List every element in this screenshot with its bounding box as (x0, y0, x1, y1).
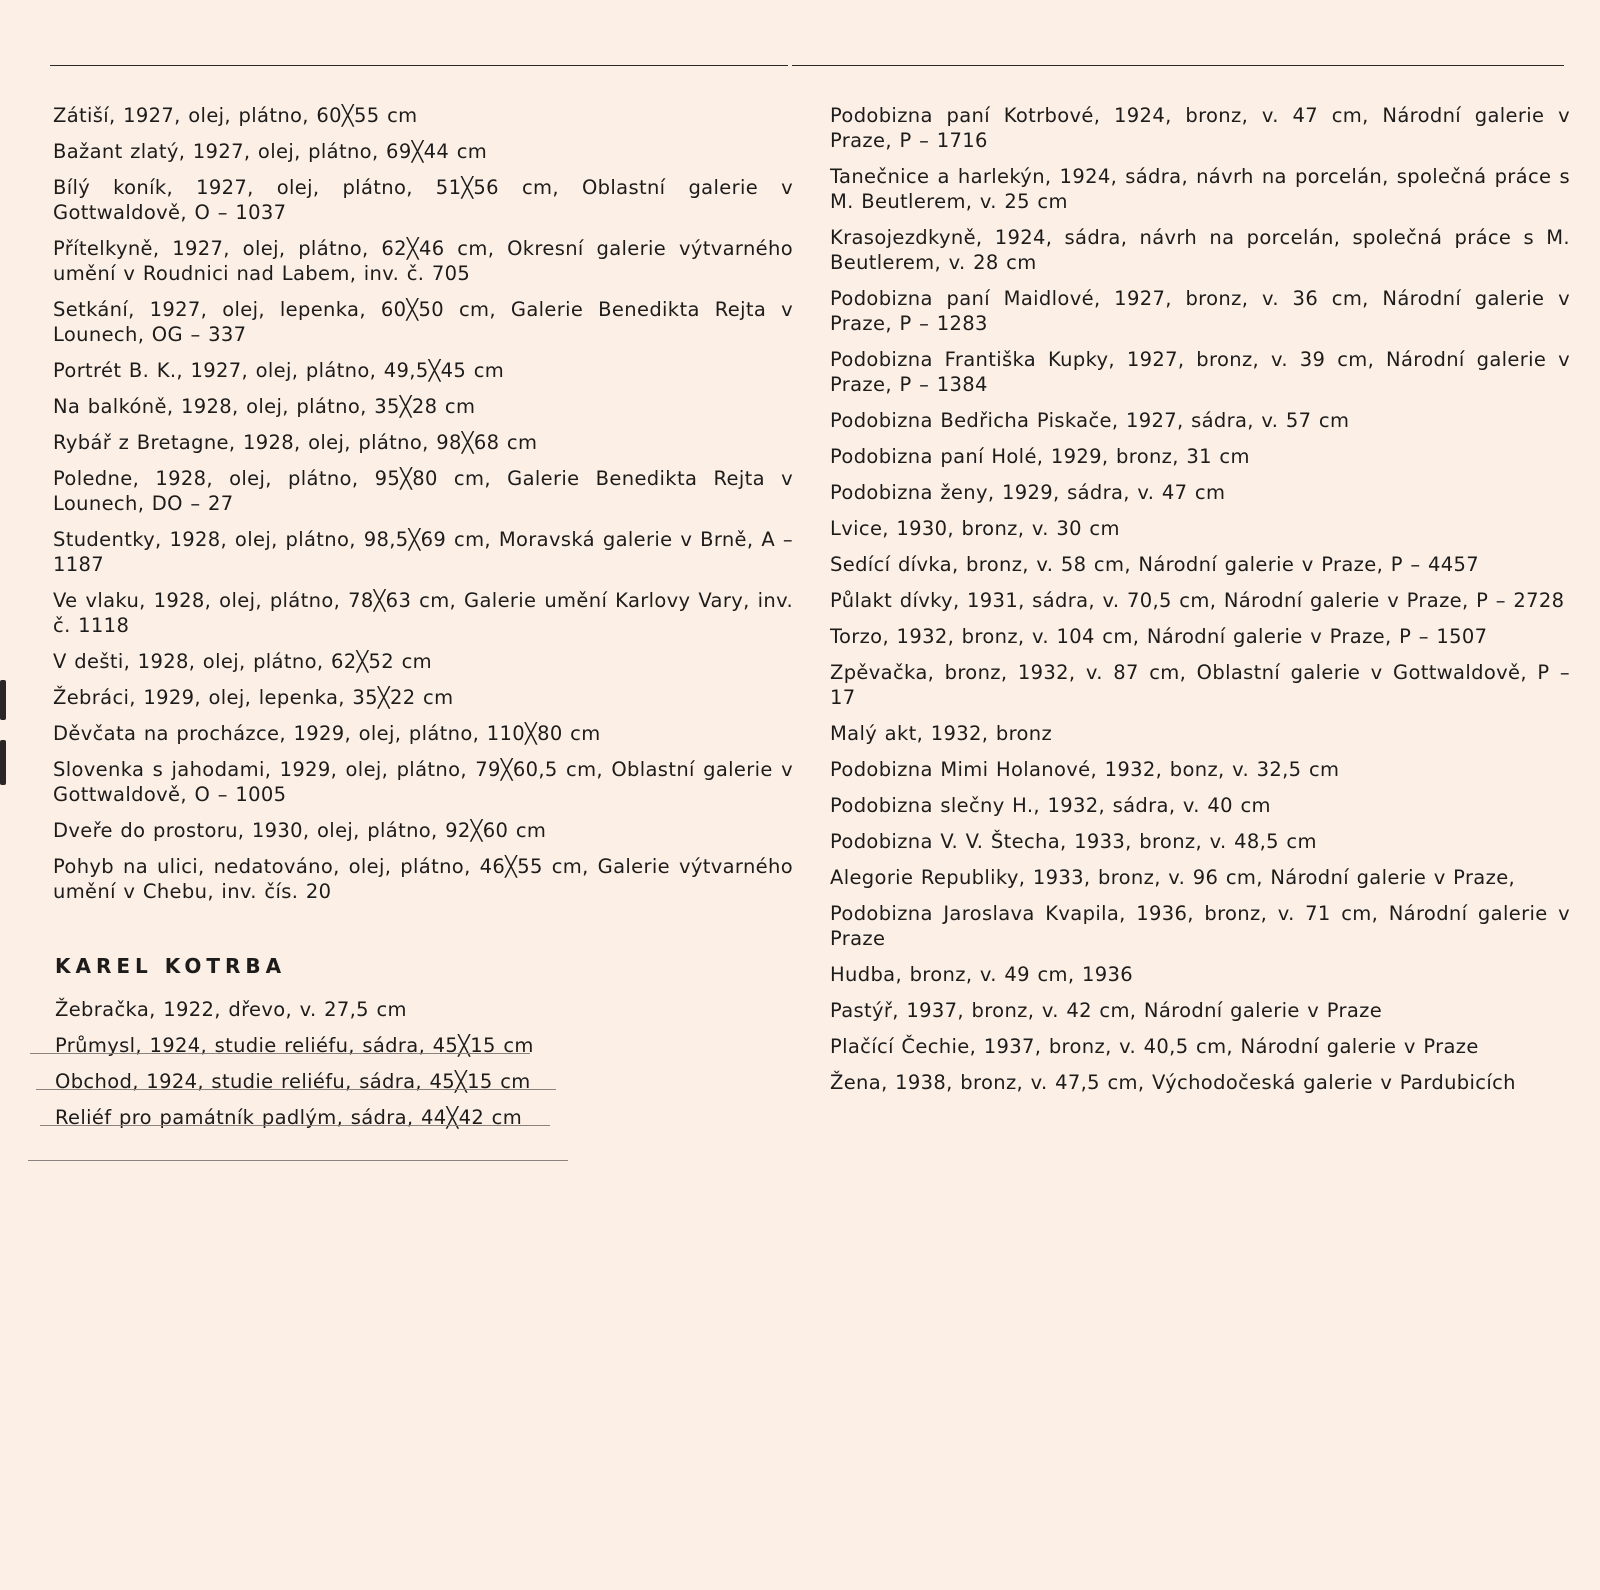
catalog-entry: Portrét B. K., 1927, olej, plátno, 49,5╳45 cm (53, 359, 505, 382)
catalog-entry: Děvčata na procházce, 1929, olej, plátno, 110╳80 cm (53, 722, 601, 745)
pencil-underline (36, 1089, 556, 1090)
catalog-entry: Tanečnice a harlekýn, 1924, sádra, návrh na porcelán, společná práce s M. Beutlerem, v. 25 cm (830, 165, 1570, 213)
catalog-entry: Podobizna slečny H., 1932, sádra, v. 40 cm (830, 794, 1271, 817)
catalog-entry: Pastýř, 1937, bronz, v. 42 cm, Národní galerie v Praze (830, 999, 1383, 1022)
catalog-entry: Žena, 1938, bronz, v. 47,5 cm, Východočeská galerie v Pardubicích (830, 1071, 1516, 1094)
catalog-entry: Obchod, 1924, studie reliéfu, sádra, 45╳15 cm (55, 1070, 531, 1093)
catalog-entry: Bílý koník, 1927, olej, plátno, 51╳56 cm, Oblastní galerie v Gottwaldově, O – 1037 (53, 176, 793, 224)
catalog-entry: Rybář z Bretagne, 1928, olej, plátno, 98╳68 cm (53, 431, 538, 454)
catalog-entry: Podobizna Františka Kupky, 1927, bronz, v. 39 cm, Národní galerie v Praze, P – 1384 (830, 348, 1570, 396)
catalog-entry: Přítelkyně, 1927, olej, plátno, 62╳46 cm, Okresní galerie výtvarného umění v Roudnici nad Labem, inv. č. 705 (53, 237, 793, 285)
catalog-entry: Půlakt dívky, 1931, sádra, v. 70,5 cm, Národní galerie v Praze, P – 2728 (830, 589, 1565, 612)
margin-mark (0, 680, 6, 720)
catalog-entry: Ve vlaku, 1928, olej, plátno, 78╳63 cm, Galerie umění Karlovy Vary, inv. č. 1118 (53, 589, 793, 637)
pencil-underline (28, 1160, 568, 1161)
catalog-entry: Poledne, 1928, olej, plátno, 95╳80 cm, Galerie Benedikta Rejta v Lounech, DO – 27 (53, 467, 793, 515)
catalog-entry: Dveře do prostoru, 1930, olej, plátno, 92╳60 cm (53, 819, 547, 842)
pencil-underline (30, 1053, 530, 1054)
catalog-entry: Podobizna Jaroslava Kvapila, 1936, bronz, v. 71 cm, Národní galerie v Praze (830, 902, 1570, 950)
catalog-entry: Na balkóně, 1928, olej, plátno, 35╳28 cm (53, 395, 476, 418)
catalog-entry: Zátiší, 1927, olej, plátno, 60╳55 cm (53, 104, 418, 127)
margin-mark (0, 740, 6, 785)
catalog-entry: V dešti, 1928, olej, plátno, 62╳52 cm (53, 650, 433, 673)
catalog-entry: Plačící Čechie, 1937, bronz, v. 40,5 cm, Národní galerie v Praze (830, 1035, 1479, 1058)
section-heading: KAREL KOTRBA (55, 954, 287, 978)
catalog-entry: Podobizna paní Maidlové, 1927, bronz, v. 36 cm, Národní galerie v Praze, P – 1283 (830, 287, 1570, 335)
pencil-underline (40, 1125, 550, 1126)
catalog-entry: Malý akt, 1932, bronz (830, 722, 1053, 745)
catalog-entry: Krasojezdkyně, 1924, sádra, návrh na porcelán, společná práce s M. Beutlerem, v. 28 cm (830, 226, 1570, 274)
catalog-entry: Podobizna paní Kotrbové, 1924, bronz, v. 47 cm, Národní galerie v Praze, P – 1716 (830, 104, 1570, 152)
catalog-entry: Podobizna V. V. Štecha, 1933, bronz, v. 48,5 cm (830, 830, 1317, 853)
catalog-entry: Hudba, bronz, v. 49 cm, 1936 (830, 963, 1133, 986)
right-column (830, 103, 1570, 1106)
catalog-entry: Studentky, 1928, olej, plátno, 98,5╳69 cm, Moravská galerie v Brně, A – 1187 (53, 528, 793, 576)
catalog-entry: Bažant zlatý, 1927, olej, plátno, 69╳44 cm (53, 140, 488, 163)
top-rule-right (792, 65, 1564, 66)
catalog-entry: Pohyb na ulici, nedatováno, olej, plátno, 46╳55 cm, Galerie výtvarného umění v Chebu, inv. čís. 20 (53, 855, 793, 903)
kotrba-section (53, 997, 793, 1130)
catalog-entry: Žebračka, 1922, dřevo, v. 27,5 cm (55, 998, 407, 1021)
catalog-entry: Průmysl, 1924, studie reliéfu, sádra, 45╳15 cm (55, 1034, 534, 1057)
catalog-entry: Lvice, 1930, bronz, v. 30 cm (830, 517, 1120, 540)
catalog-entry: Podobizna ženy, 1929, sádra, v. 47 cm (830, 481, 1226, 504)
catalog-entry: Podobizna Bedřicha Piskače, 1927, sádra, v. 57 cm (830, 409, 1350, 432)
catalog-entry: Torzo, 1932, bronz, v. 104 cm, Národní galerie v Praze, P – 1507 (830, 625, 1488, 648)
catalog-entry: Podobizna paní Holé, 1929, bronz, 31 cm (830, 445, 1250, 468)
catalog-entry: Reliéf pro památník padlým, sádra, 44╳42 cm (55, 1106, 523, 1129)
catalog-entry: Setkání, 1927, olej, lepenka, 60╳50 cm, Galerie Benedikta Rejta v Lounech, OG – 337 (53, 298, 793, 346)
catalog-entry: Žebráci, 1929, olej, lepenka, 35╳22 cm (53, 686, 454, 709)
top-rule-left (50, 65, 788, 66)
catalog-entry: Slovenka s jahodami, 1929, olej, plátno, 79╳60,5 cm, Oblastní galerie v Gottwaldově, O – 1005 (53, 758, 793, 806)
catalog-entry: Sedící dívka, bronz, v. 58 cm, Národní galerie v Praze, P – 4457 (830, 553, 1480, 576)
left-column (53, 103, 793, 1141)
catalog-entry: Zpěvačka, bronz, 1932, v. 87 cm, Oblastní galerie v Gottwaldově, P – 17 (830, 661, 1570, 709)
catalog-entry: Alegorie Republiky, 1933, bronz, v. 96 cm, Národní galerie v Praze, (830, 866, 1516, 889)
catalog-entry: Podobizna Mimi Holanové, 1932, bonz, v. 32,5 cm (830, 758, 1340, 781)
